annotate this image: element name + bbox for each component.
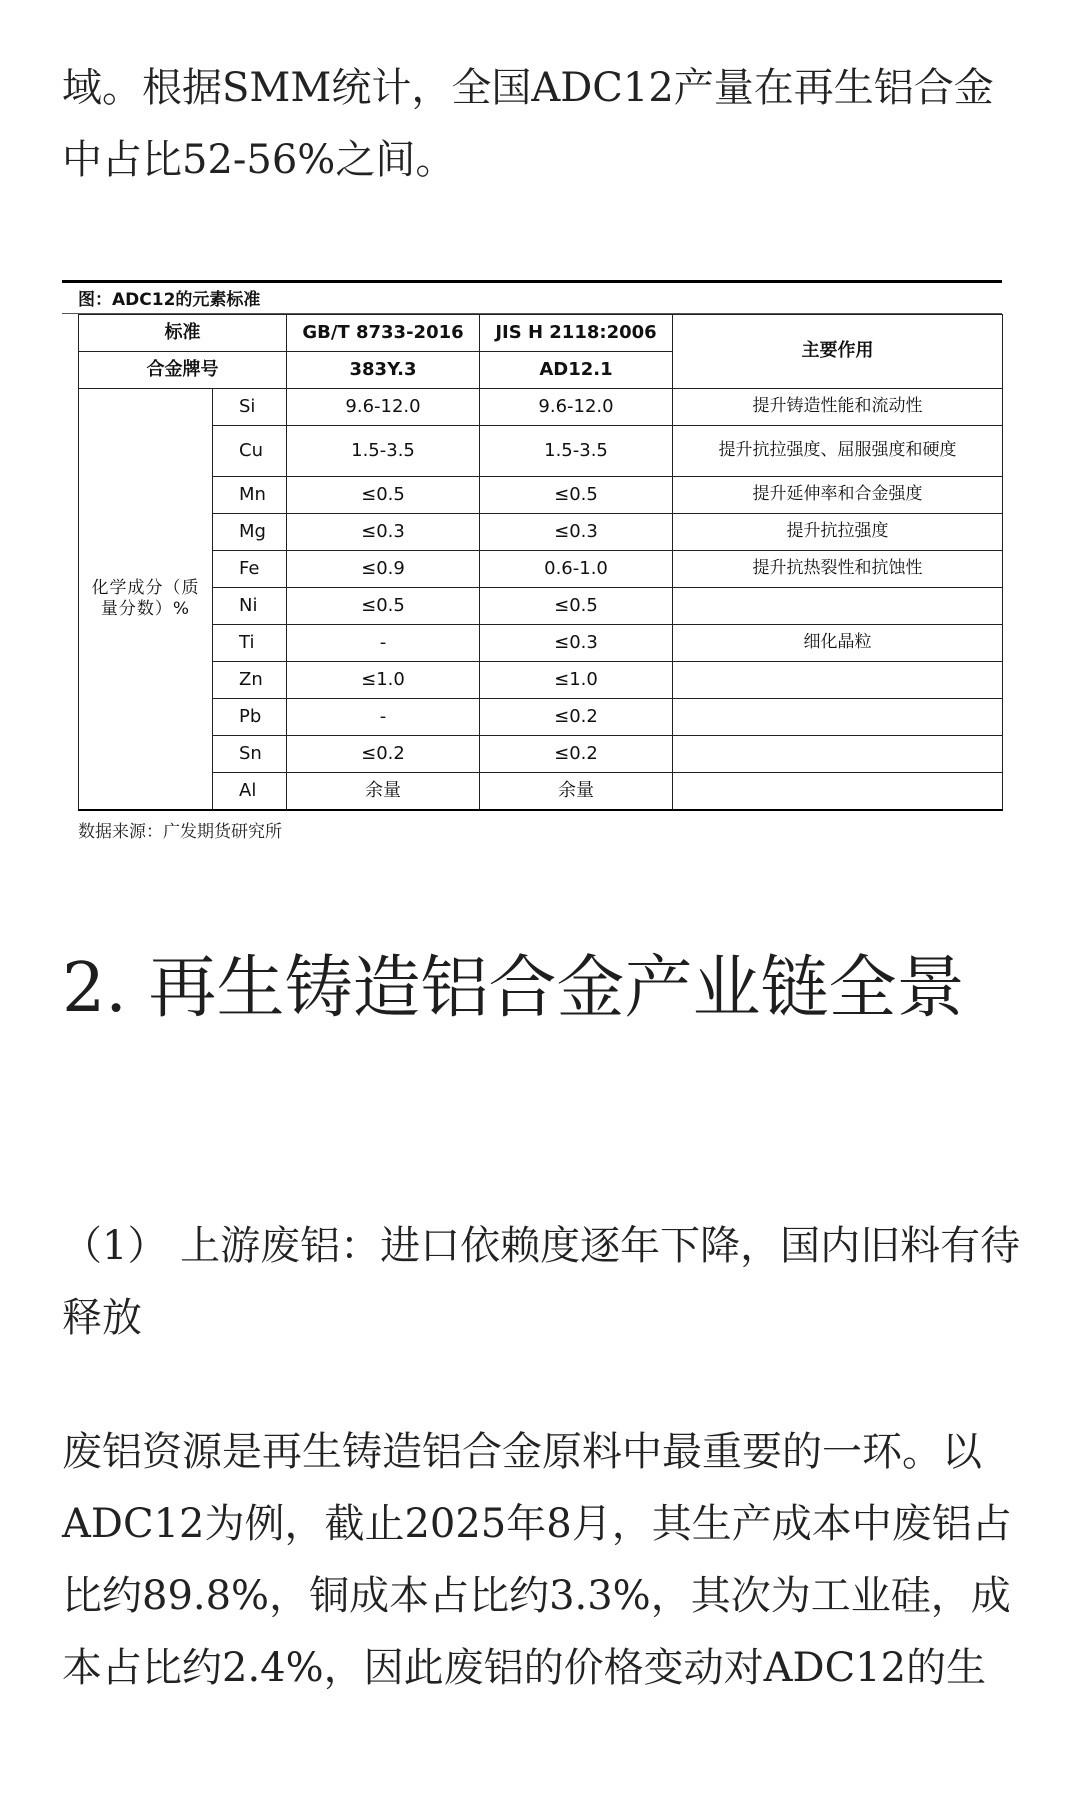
element-symbol: Zn [213,662,287,699]
role-label: 主要作用 [673,315,1003,389]
section-heading: 2. 再生铸造铝合金产业链全景 [62,949,965,1028]
composition-category-label: 化学成分（质量分数）% [79,389,213,811]
standard-label: 标准 [79,315,287,352]
element-symbol: Ni [213,588,287,625]
jis-value: ≤0.5 [480,477,673,514]
element-role: 细化晶粒 [673,625,1003,662]
jis-value: ≤0.2 [480,699,673,736]
jis-value: ≤0.2 [480,736,673,773]
jis-value: ≤1.0 [480,662,673,699]
jis-value: ≤0.5 [480,588,673,625]
table-row [79,662,1003,699]
gb-value: - [287,625,480,662]
table-row [79,426,1003,477]
gb-value: 9.6-12.0 [287,389,480,426]
jis-grade: AD12.1 [480,352,673,389]
gb-value: 余量 [287,773,480,811]
element-role: 提升铸造性能和流动性 [673,389,1003,426]
element-role [673,588,1003,625]
table-row [79,699,1003,736]
gb-value: ≤0.3 [287,514,480,551]
element-role: 提升延伸率和合金强度 [673,477,1003,514]
element-role [673,736,1003,773]
element-symbol: Pb [213,699,287,736]
table-header-row [79,315,1003,352]
element-symbol: Mg [213,514,287,551]
element-role [673,773,1003,811]
jis-standard: JIS H 2118:2006 [480,315,673,352]
gb-value: ≤1.0 [287,662,480,699]
jis-value: 0.6-1.0 [480,551,673,588]
gb-value: ≤0.2 [287,736,480,773]
table-row [79,773,1003,811]
jis-value: ≤0.3 [480,625,673,662]
element-role: 提升抗拉强度、屈服强度和硬度 [673,426,1003,477]
gb-value: ≤0.9 [287,551,480,588]
element-standard-table [78,314,1003,811]
gb-value: ≤0.5 [287,477,480,514]
gb-standard: GB/T 8733-2016 [287,315,480,352]
element-symbol: Si [213,389,287,426]
element-symbol: Ti [213,625,287,662]
element-symbol: Sn [213,736,287,773]
table-row [79,625,1003,662]
element-role [673,699,1003,736]
body-paragraph: 废铝资源是再生铸造铝合金原料中最重要的一环。以ADC12为例，截止2025年8月，其生产成本中废铝占比约89.8%，铜成本占比约3.3%，其次为工业硅，成本占比约2.4%，因此废铝的价格变动对ADC12的生 [62,1429,1012,1691]
table-row [79,588,1003,625]
grade-label: 合金牌号 [79,352,287,389]
table-row [79,514,1003,551]
element-role: 提升抗拉强度 [673,514,1003,551]
gb-value: ≤0.5 [287,588,480,625]
element-standard-figure [62,280,1002,842]
gb-value: - [287,699,480,736]
gb-grade: 383Y.3 [287,352,480,389]
element-role: 提升抗热裂性和抗蚀性 [673,551,1003,588]
element-symbol: Mn [213,477,287,514]
element-symbol: Al [213,773,287,811]
jis-value: 余量 [480,773,673,811]
gb-value: 1.5-3.5 [287,426,480,477]
jis-value: 9.6-12.0 [480,389,673,426]
figure-caption: 图：ADC12的元素标准 [62,280,1002,314]
element-symbol: Cu [213,426,287,477]
subsection-heading: （1） 上游废铝：进口依赖度逐年下降，国内旧料有待释放 [62,1223,1021,1341]
table-row [79,477,1003,514]
figure-source: 数据来源：广发期货研究所 [78,822,282,842]
element-symbol: Fe [213,551,287,588]
table-row [79,736,1003,773]
element-role [673,662,1003,699]
jis-value: 1.5-3.5 [480,426,673,477]
intro-paragraph: 域。根据SMM统计，全国ADC12产量在再生铝合金中占比52-56%之间。 [62,65,994,183]
table-row [79,551,1003,588]
table-row [79,389,1003,426]
jis-value: ≤0.3 [480,514,673,551]
